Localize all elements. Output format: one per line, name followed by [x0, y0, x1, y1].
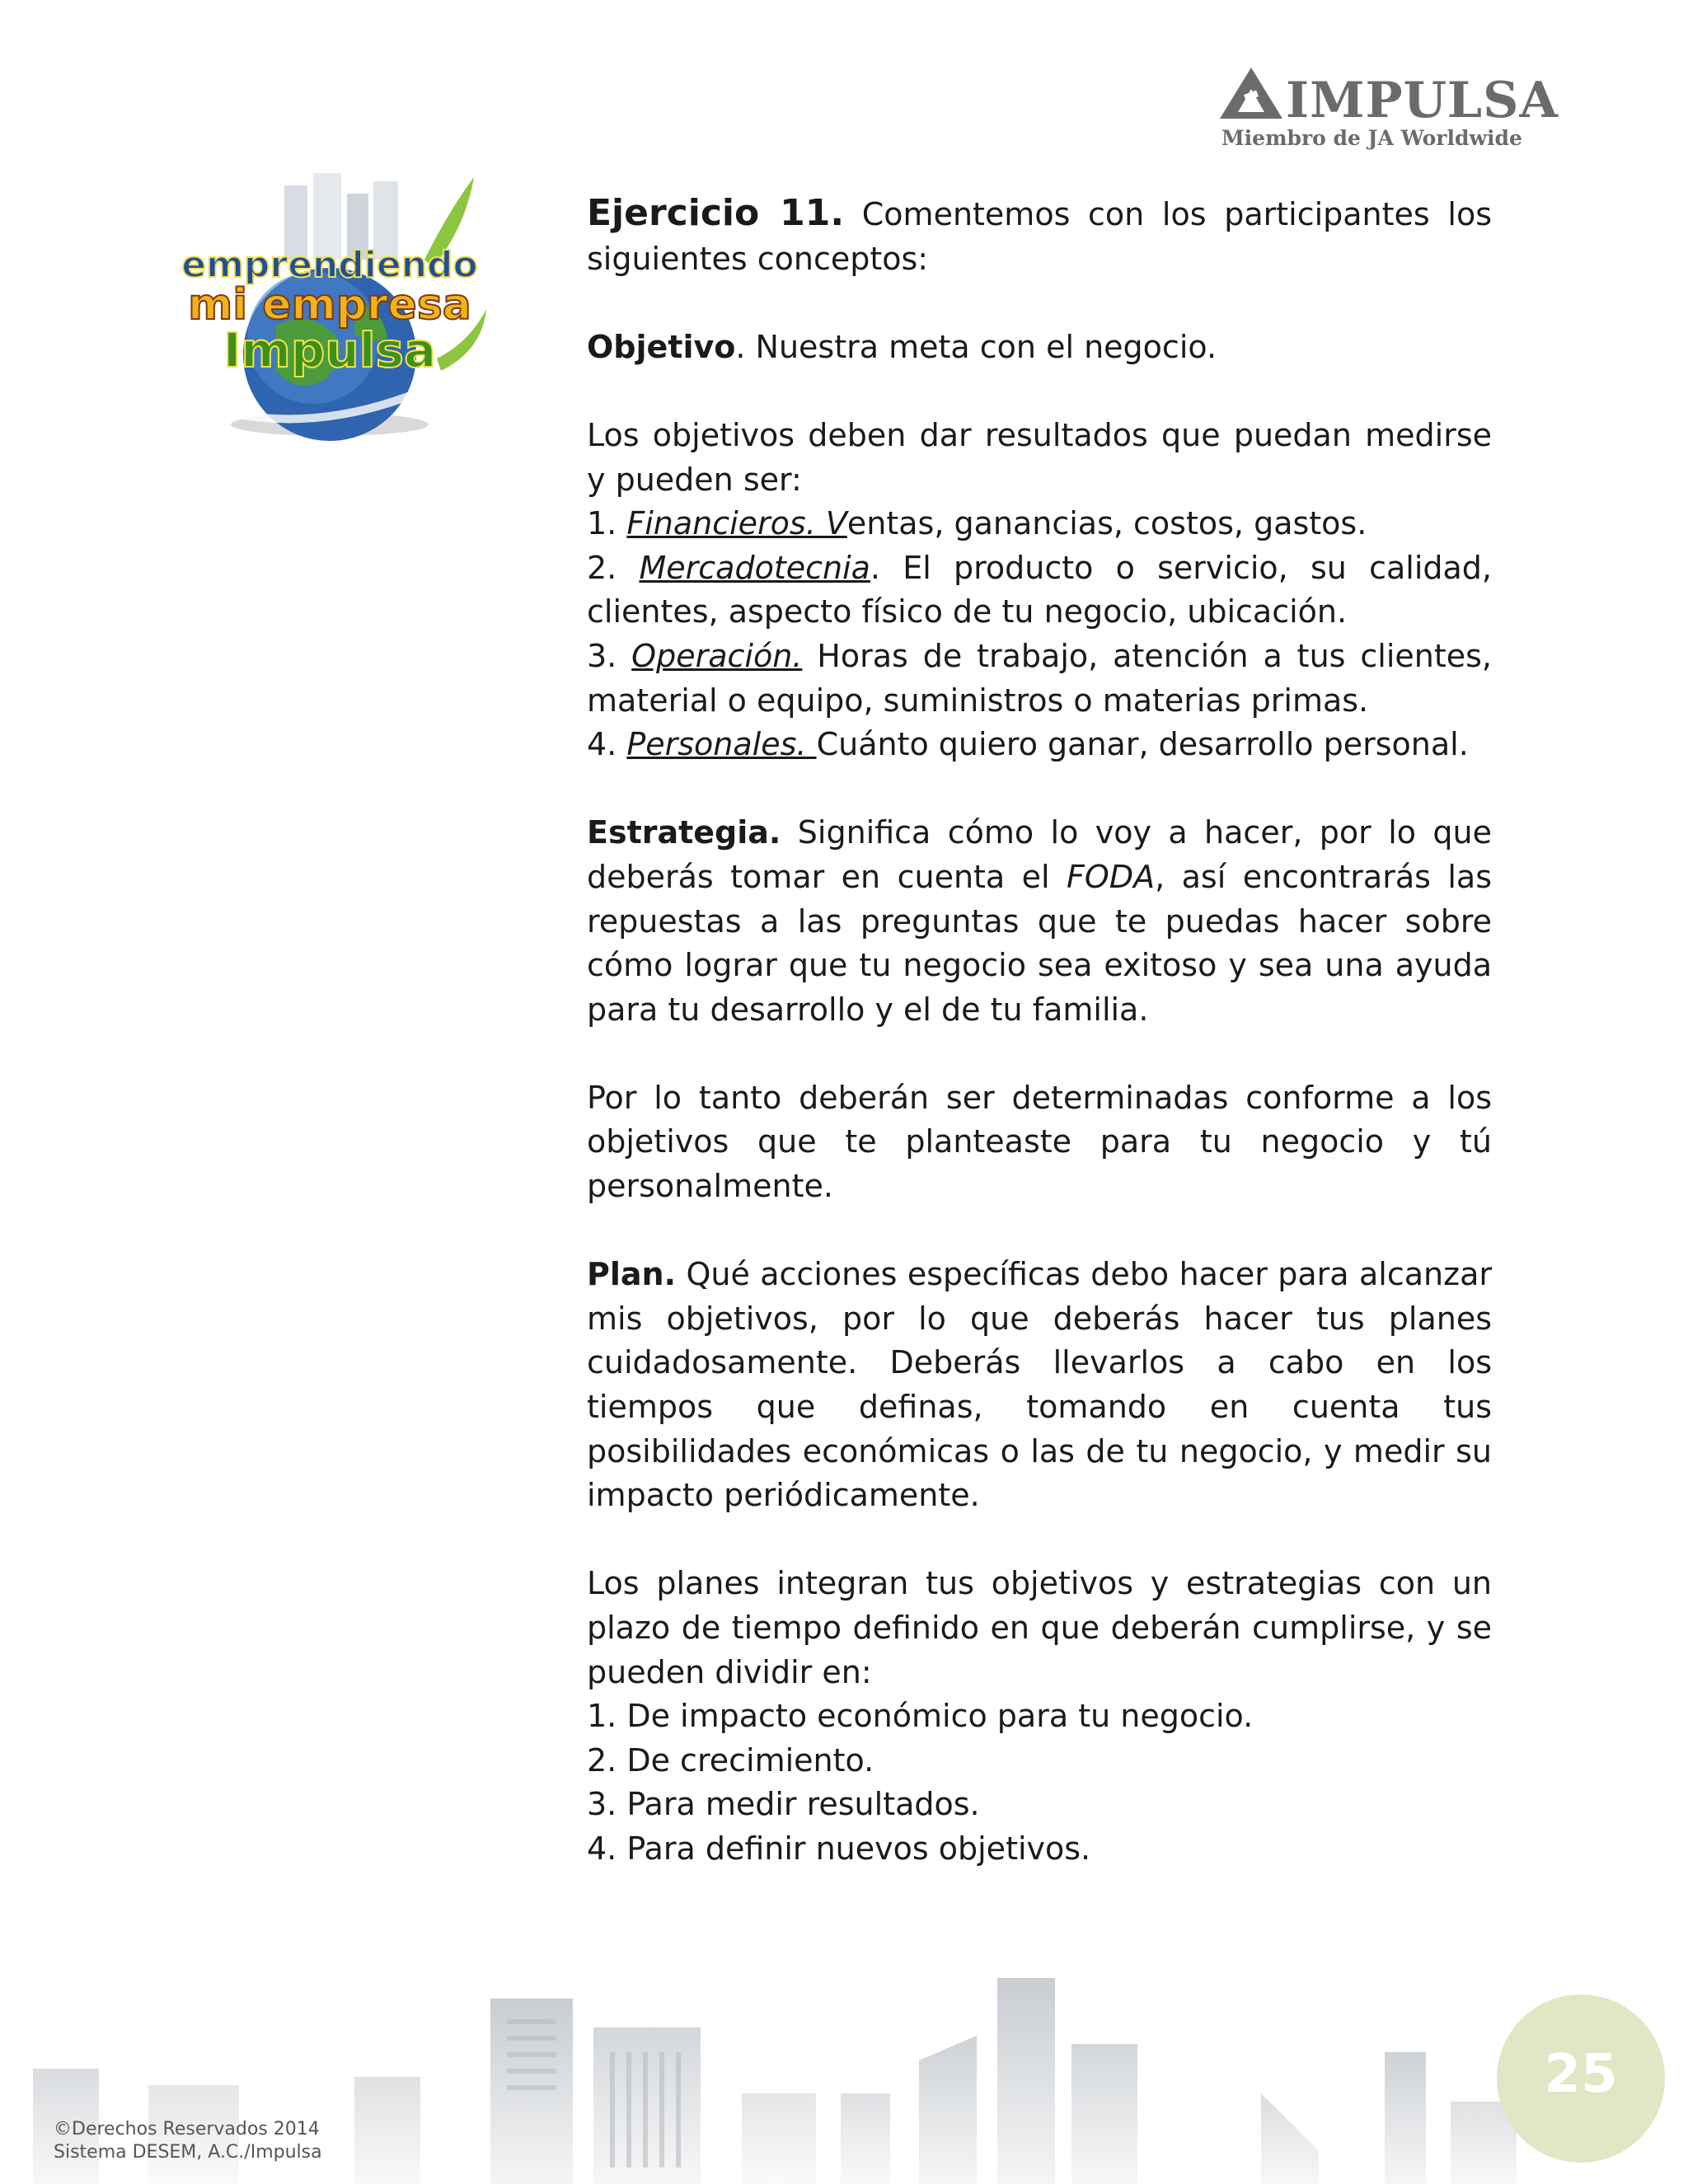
plan-paragraph-2: Los planes integran tus objetivos y estrategias con un plazo de tiempo definido en que deberán cumplirse, y se pueden dividir en: [587, 1565, 1492, 1690]
item-text: . El producto o servicio, su calidad, clientes, aspecto físico de tu negocio, ubicación. [587, 549, 1492, 630]
brand-name: IMPULSA [1286, 72, 1559, 129]
estrategia-paragraph-2: Por lo tanto deberán ser determinadas conforme a los objetivos que te planteaste para tu negocio y tú personalmente. [587, 1079, 1492, 1205]
plan-paragraph [587, 1253, 1492, 1518]
plan-list [587, 1694, 1492, 1871]
plan-label: Plan. [587, 1256, 677, 1293]
emblem-line-3: Impulsa [223, 322, 437, 378]
item-number: 3. [587, 637, 632, 674]
list-item: 1. De impacto económico para tu negocio. [587, 1698, 1254, 1735]
exercise-title: Ejercicio 11. [587, 192, 845, 234]
estrategia-label: Estrategia. [587, 814, 781, 851]
item-text: entas, ganancias, costos, gastos. [846, 505, 1367, 542]
list-item [587, 723, 1492, 767]
emblem-line-1: emprendiendo [181, 244, 478, 286]
item-text: Cuánto quiero ganar, desarrollo personal. [816, 726, 1469, 763]
main-content [587, 191, 1492, 1915]
item-number: 2. [587, 549, 640, 586]
page-number: 25 [1544, 2044, 1618, 2105]
list-item [587, 635, 1492, 723]
objetivo-list [587, 502, 1492, 767]
list-item: 3. Para medir resultados. [587, 1786, 980, 1823]
list-item [587, 502, 1492, 546]
item-term: Mercadotecnia [639, 549, 870, 586]
foda-term: FODA [1067, 858, 1156, 895]
objetivo-label: Objetivo [587, 328, 736, 365]
item-term: Operación. [631, 637, 803, 674]
item-term: Financieros. V [626, 505, 847, 542]
list-item: 2. De crecimiento. [587, 1741, 874, 1779]
exercise-intro [587, 191, 1492, 281]
copyright-line-1: ©Derechos Reservados 2014 [54, 2119, 320, 2139]
item-number: 1. [587, 505, 627, 542]
emblem-wordmark [157, 244, 503, 378]
exercise-line [587, 191, 1492, 237]
item-text: Horas de trabajo, atención a tus clientes, material o equipo, suministros o materias primas. [587, 637, 1492, 719]
exercise-intro-text: Comentemos con los participantes los [861, 196, 1492, 232]
copyright-notice [54, 2118, 322, 2164]
objetivo-definition [587, 326, 1492, 370]
plan-text: Qué acciones específicas debo hacer para alcanzar mis objetivos, por lo que deberás hacer tus planes cuidadosamente. Deberás llevarlos a cabo en los tiempos que definas, tomando en cuenta tus posibilidades económicas o las de tu negocio, y medir su impacto periódicamente. [587, 1256, 1492, 1514]
estrategia-text-b: , así encontrarás las repuestas a las preguntas que te puedas hacer sobre cómo lograr que tu negocio sea exitoso y sea una ayuda para tu desarrollo y el de tu familia. [587, 858, 1492, 1028]
item-number: 4. [587, 726, 627, 763]
list-item: 4. Para definir nuevos objetivos. [587, 1830, 1091, 1867]
list-item [587, 546, 1492, 635]
copyright-line-2: Sistema DESEM, A.C./Impulsa [54, 2142, 322, 2163]
exercise-intro-cont: siguientes conceptos: [587, 240, 929, 277]
emblem-line-2: mi empresa [188, 280, 471, 330]
objetivo-paragraph: Los objetivos deben dar resultados que puedan medirse y pueden ser: [587, 416, 1492, 498]
objetivo-text: . Nuestra meta con el negocio. [735, 328, 1217, 365]
item-term: Personales. [626, 726, 817, 763]
brand-tagline: Miembro de JA Worldwide [1221, 126, 1522, 150]
estrategia-paragraph [587, 811, 1492, 1032]
estrategia-text-a: Significa cómo lo voy a hacer, por lo que deberás tomar en cuenta el [587, 814, 1492, 895]
